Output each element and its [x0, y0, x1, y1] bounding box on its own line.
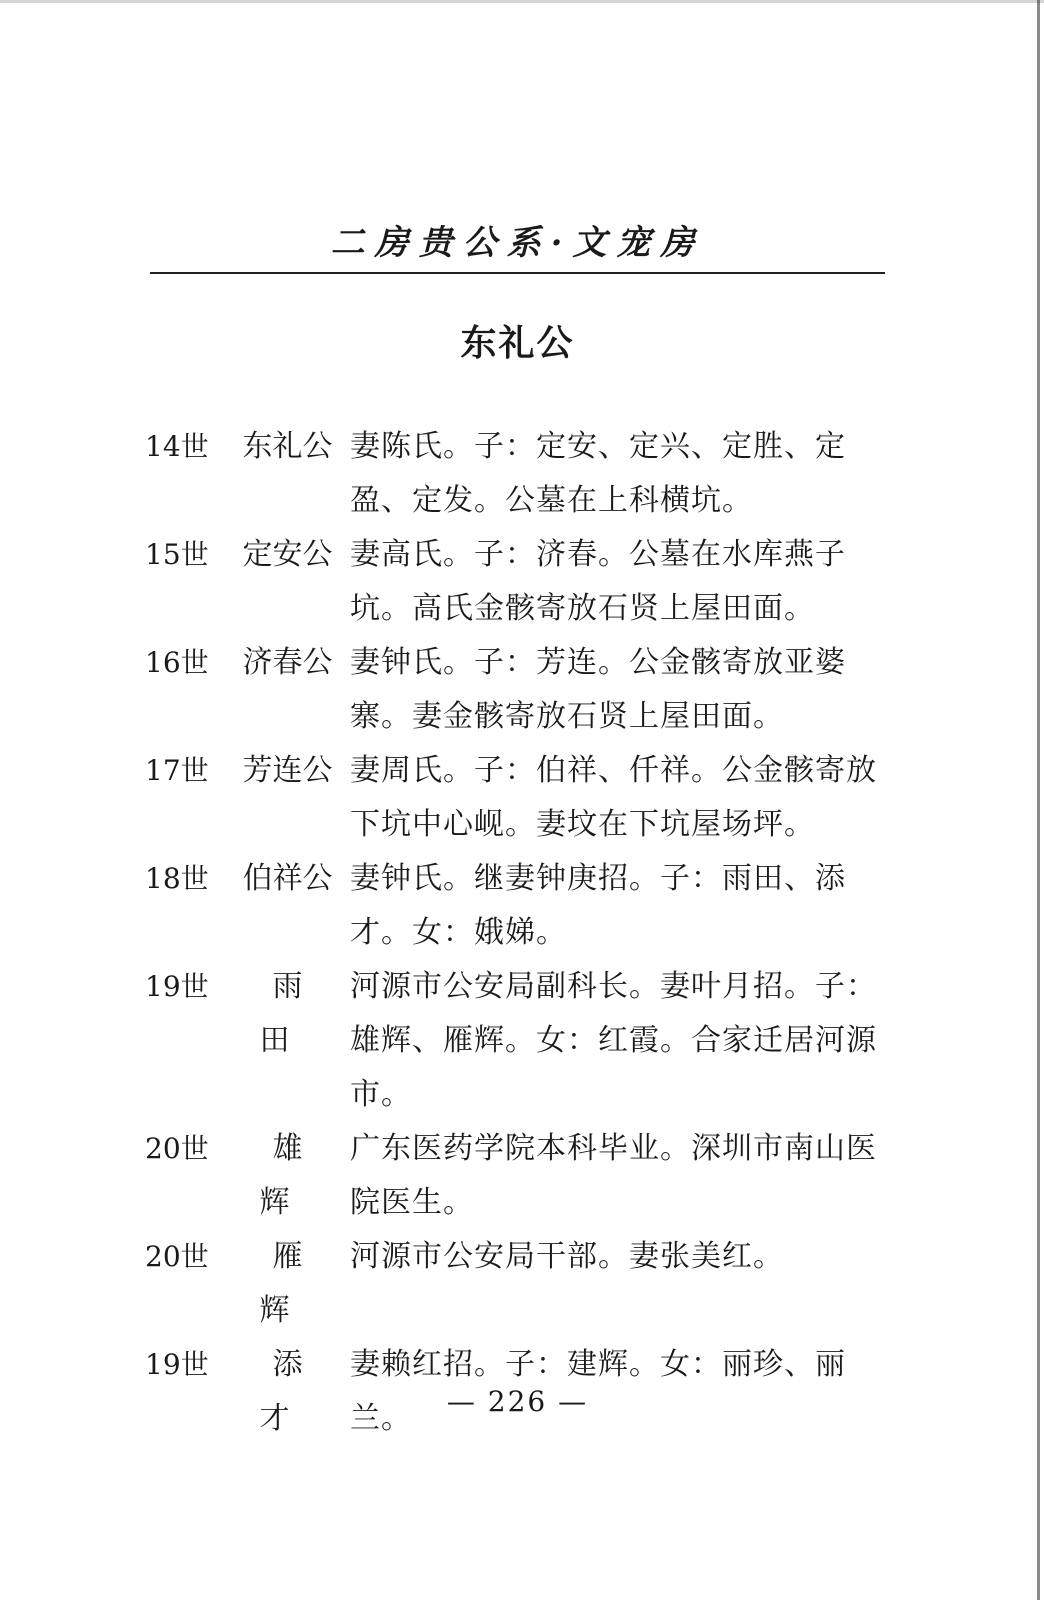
generation-label: 17世 — [145, 754, 209, 787]
entry-description: 妻赖红招。子：建辉。女：丽珍、丽兰。 — [350, 1347, 846, 1436]
person-name: 添才 — [259, 1347, 329, 1436]
entry-description: 河源市公安局干部。妻张美红。 — [350, 1239, 784, 1274]
person-name: 济春公 — [242, 645, 333, 680]
person-name: 芳连公 — [242, 753, 333, 788]
genealogy-entries — [135, 420, 895, 1446]
person-name: 雁辉 — [259, 1239, 329, 1328]
entry-row — [135, 636, 895, 744]
generation-label: 19世 — [145, 970, 209, 1003]
generation-label: 15世 — [145, 538, 209, 571]
person-name: 雨田 — [259, 969, 329, 1058]
entry-description: 广东医药学院本科毕业。深圳市南山医院医生。 — [350, 1131, 877, 1220]
person-name: 东礼公 — [242, 429, 333, 464]
entry-description: 妻周氏。子：伯祥、仟祥。公金骸寄放下坑中心岘。妻坟在下坑屋场坪。 — [350, 753, 877, 842]
person-name: 定安公 — [242, 537, 333, 572]
entry-description: 妻高氏。子：济春。公墓在水库燕子坑。高氏金骸寄放石贤上屋田面。 — [350, 537, 846, 626]
entry-description: 妻陈氏。子：定安、定兴、定胜、定盈、定发。公墓在上科横坑。 — [350, 429, 846, 518]
scan-top-edge — [0, 0, 1044, 3]
generation-label: 19世 — [145, 1348, 209, 1381]
person-name: 雄辉 — [259, 1131, 329, 1220]
generation-label: 18世 — [145, 862, 209, 895]
person-name: 伯祥公 — [242, 861, 333, 896]
entry-description: 妻钟氏。子：芳连。公金骸寄放亚婆寨。妻金骸寄放石贤上屋田面。 — [350, 645, 846, 734]
entry-row — [135, 1122, 895, 1230]
header-rule — [150, 272, 885, 274]
page-number: — 226 — — [446, 1385, 589, 1418]
entry-row — [135, 960, 895, 1122]
entry-description: 河源市公安局副科长。妻叶月招。子：雄辉、雁辉。女：红霞。合家迁居河源市。 — [350, 969, 877, 1112]
entry-row — [135, 528, 895, 636]
entry-row — [135, 744, 895, 852]
running-header: 二房贵公系·文宠房 — [330, 223, 705, 263]
scan-right-edge — [1037, 0, 1040, 1600]
generation-label: 20世 — [145, 1132, 209, 1165]
generation-label: 16世 — [145, 646, 209, 679]
entry-row — [135, 852, 895, 960]
generation-label: 20世 — [145, 1240, 209, 1273]
entry-row — [135, 420, 895, 528]
section-title: 东礼公 — [460, 323, 575, 364]
entry-row — [135, 1230, 895, 1338]
generation-label: 14世 — [145, 430, 209, 463]
entry-description: 妻钟氏。继妻钟庚招。子：雨田、添才。女：娥娣。 — [350, 861, 846, 950]
